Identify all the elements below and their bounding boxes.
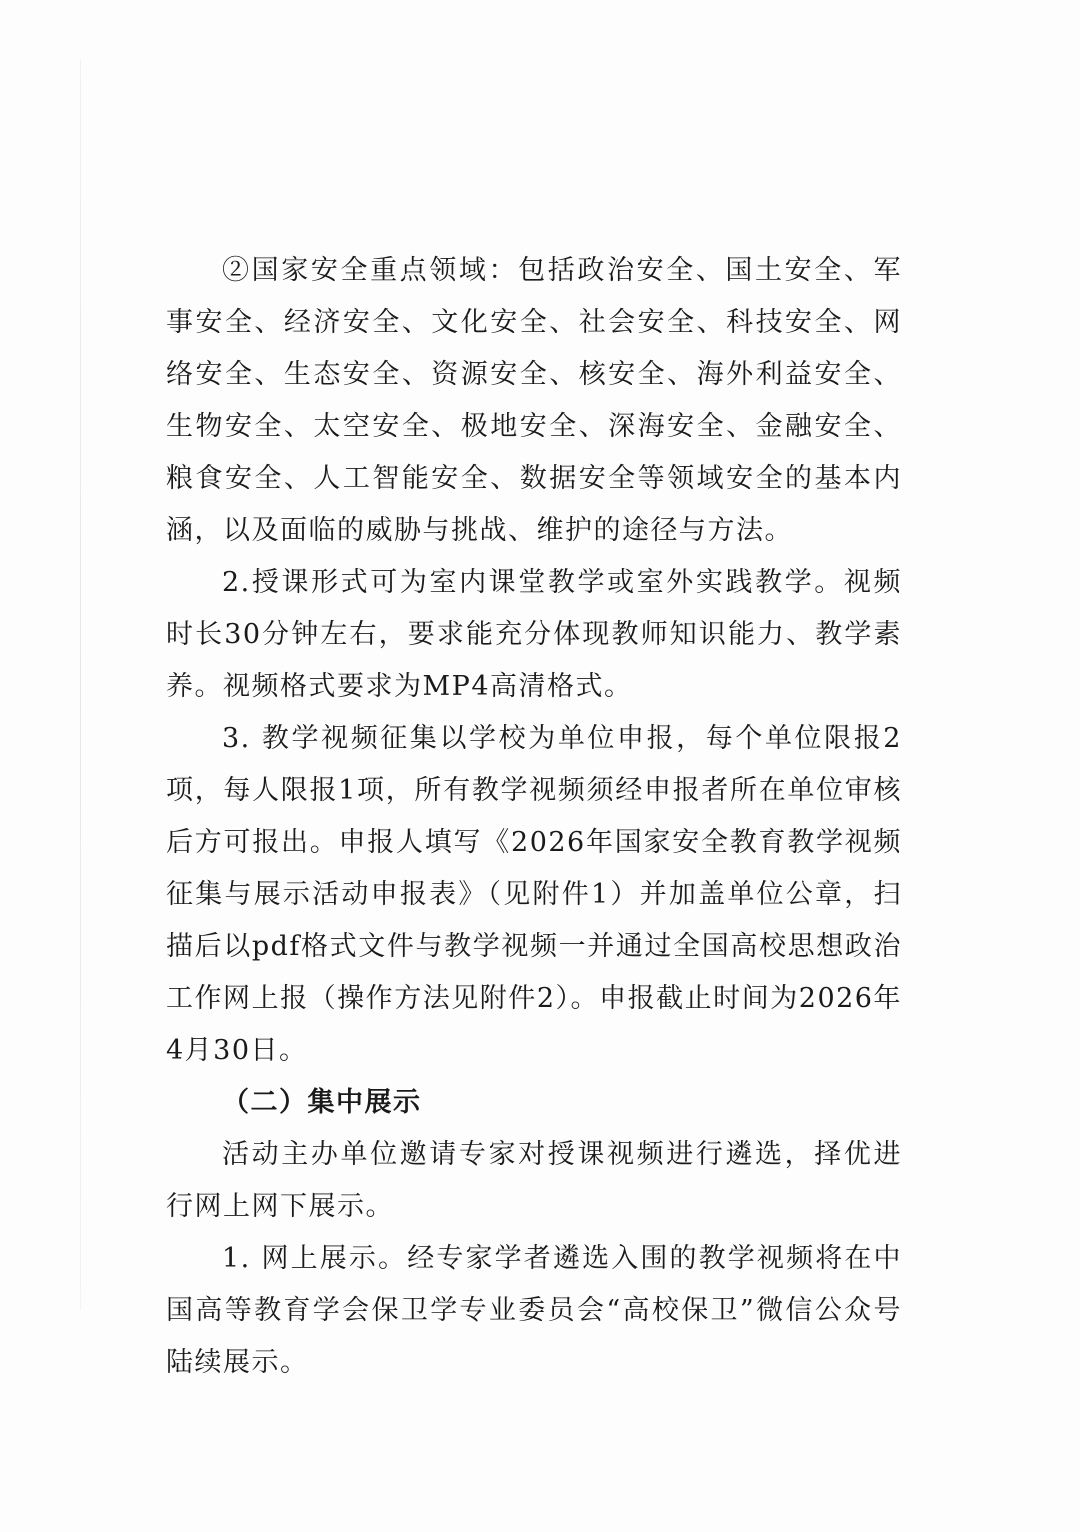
- scan-edge-line: [80, 60, 81, 1310]
- paragraph-expert-selection: 活动主办单位邀请专家对授课视频进行遴选，择优进行网上网下展示。: [166, 1139, 902, 1222]
- paragraph-online-exhibition: 1. 网上展示。经专家学者遴选入围的教学视频将在中国高等教育学会保卫学专业委员会“高校保卫”微信公众号陆续展示。: [166, 1243, 902, 1378]
- paragraph-security-domains: ②国家安全重点领域：包括政治安全、国土安全、军事安全、经济安全、文化安全、社会安全、科技安全、网络安全、生态安全、资源安全、核安全、海外利益安全、生物安全、太空安全、极地安全、深海安全、金融安全、粮食安全、人工智能安全、数据安全等领域安全的基本内涵，以及面临的威胁与挑战、维护的途径与方法。: [166, 255, 902, 546]
- paragraph-lecture-format: 2.授课形式可为室内课堂教学或室外实践教学。视频时长30分钟左右，要求能充分体现教师知识能力、教学素养。视频格式要求为MP4高清格式。: [166, 567, 902, 702]
- paragraph-application-rules: 3. 教学视频征集以学校为单位申报，每个单位限报2项，每人限报1项，所有教学视频须经申报者所在单位审核后方可报出。申报人填写《2026年国家安全教育教学视频征集与展示活动申报表》（见附件1）并加盖单位公章，扫描后以pdf格式文件与教学视频一并通过全国高校思想政治工作网上报（操作方法见附件2）。申报截止时间为2026年4月30日。: [166, 723, 902, 1066]
- document-body: [166, 245, 902, 1389]
- section-heading-exhibition: （二）集中展示: [222, 1087, 422, 1118]
